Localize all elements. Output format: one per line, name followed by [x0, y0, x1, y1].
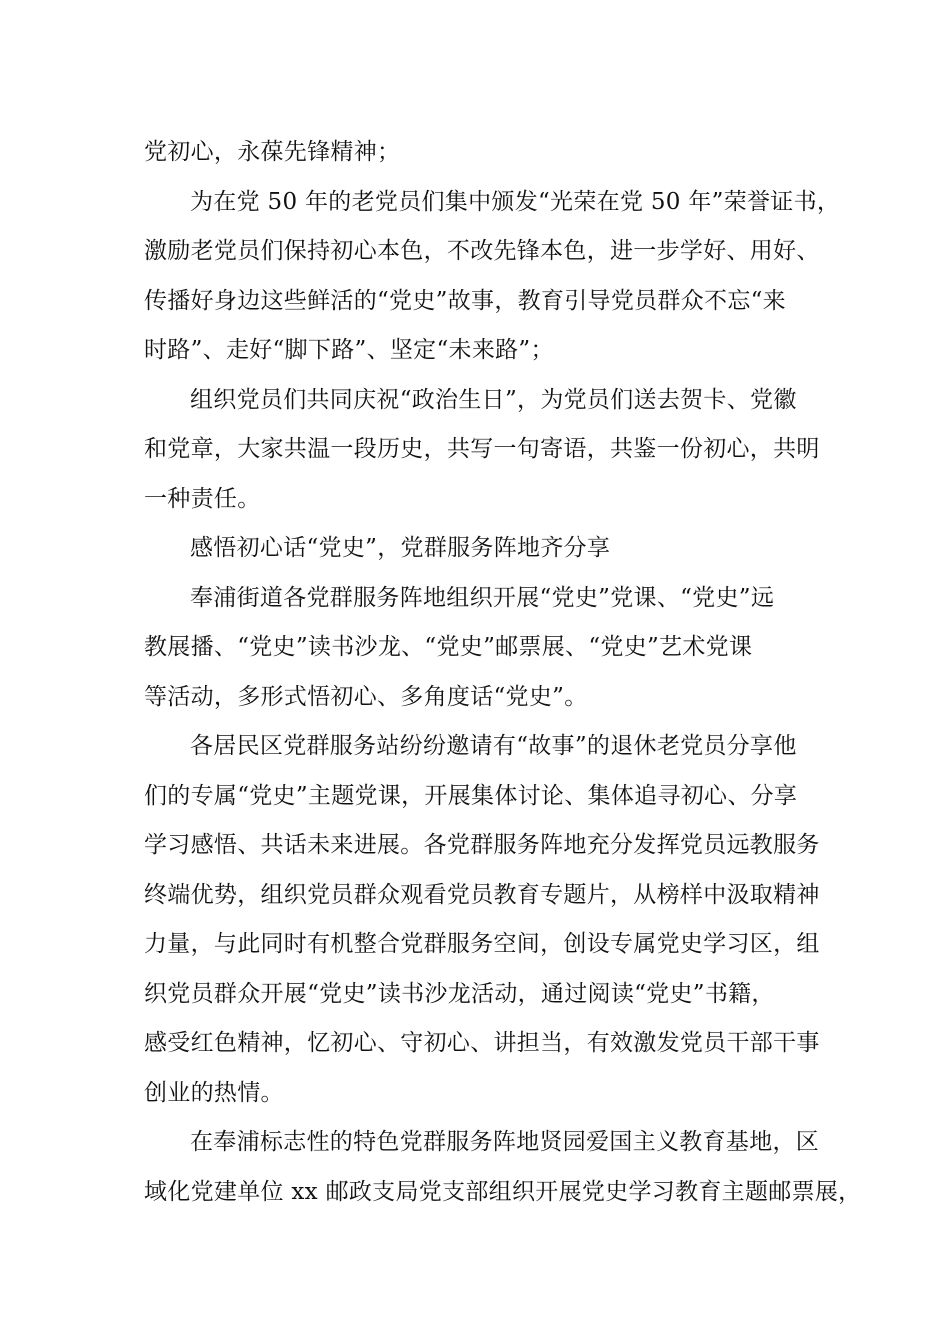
text-line: 终端优势，组织党员群众观看党员教育专题片，从榜样中汲取精神 [144, 881, 820, 908]
text-line: 和党章，大家共温一段历史，共写一句寄语，共鉴一份初心，共明 [144, 436, 820, 462]
text-line: 奉浦街道各党群服务阵地组织开展“党史”党课、“党史”远 [190, 584, 775, 611]
text-line: 教展播、“党史”读书沙龙、“党史”邮票展、“党史”艺术党课 [144, 634, 753, 660]
text-line: 党初心，永葆先锋精神； [144, 139, 401, 165]
text-line: 学习感悟、共话未来进展。各党群服务阵地充分发挥党员远教服务 [144, 832, 820, 858]
text-line: 创业的热情。 [144, 1079, 284, 1106]
text-line: 等活动，多形式悟初心、多角度话“党史”。 [144, 683, 588, 710]
text-line: 时路”、走好“脚下路”、坚定“未来路”； [144, 337, 554, 363]
text-line: 为在党 50 年的老党员们集中颁发“光荣在党 50 年”荣誉证书， [190, 188, 841, 215]
section-heading: 感悟初心话“党史”，党群服务阵地齐分享 [190, 535, 611, 561]
document-body [144, 128, 862, 1217]
text-line: 们的专属“党史”主题党课，开展集体讨论、集体追寻初心、分享 [144, 782, 798, 809]
text-line: 各居民区党群服务站纷纷邀请有“故事”的退休老党员分享他 [190, 733, 797, 759]
text-line: 激励老党员们保持初心本色，不改先锋本色，进一步学好、用好、 [144, 238, 820, 264]
text-line: 一种责任。 [144, 485, 261, 512]
text-line: 织党员群众开展“党史”读书沙龙活动，通过阅读“党史”书籍， [144, 980, 775, 1007]
text-line: 传播好身边这些鲜活的“党史”故事，教育引导党员群众不忘“来 [144, 287, 786, 314]
text-line: 域化党建单位 xx 邮政支局党支部组织开展党史学习教育主题邮票展， [144, 1178, 862, 1205]
text-line: 力量，与此同时有机整合党群服务空间，创设专属党史学习区，组 [144, 931, 820, 957]
text-line: 感受红色精神，忆初心、守初心、讲担当，有效激发党员干部干事 [144, 1030, 820, 1056]
text-line: 在奉浦标志性的特色党群服务阵地贤园爱国主义教育基地，区 [190, 1129, 820, 1155]
text-line: 组织党员们共同庆祝“政治生日”，为党员们送去贺卡、党徽 [190, 386, 797, 413]
